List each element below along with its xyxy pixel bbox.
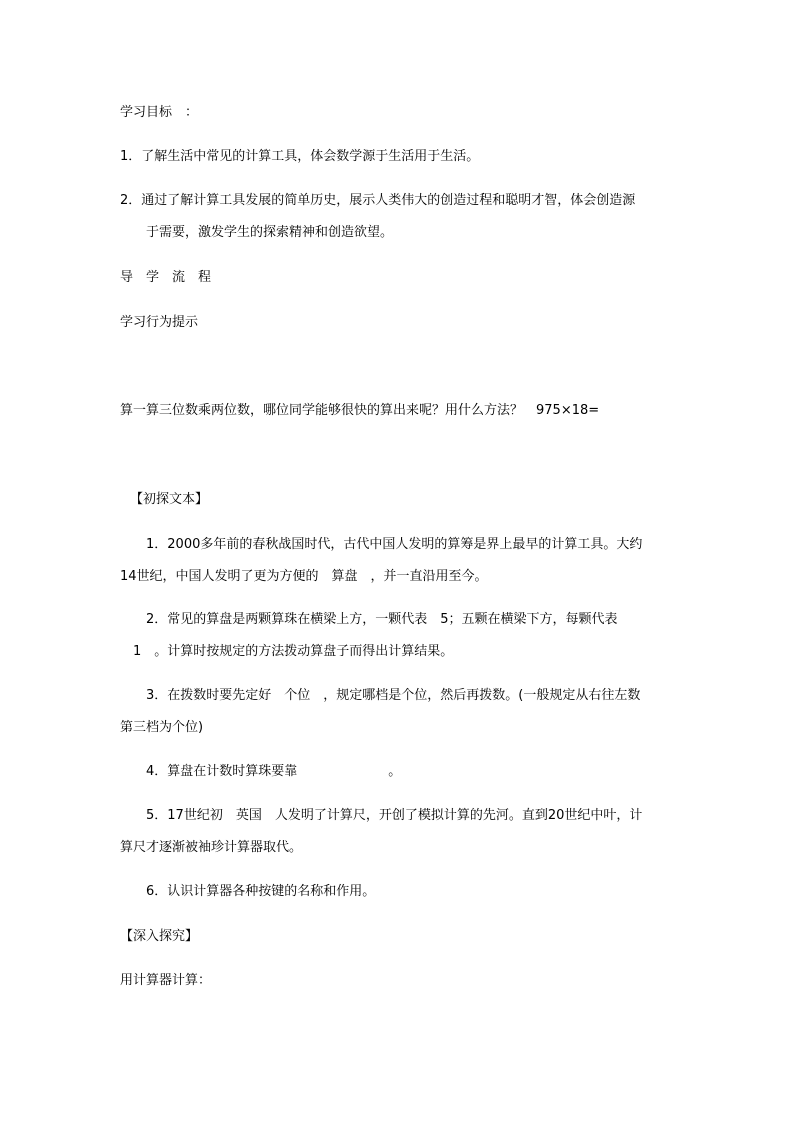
goal-item-1: 1．了解生活中常见的计算工具，体会数学源于生活用于生活。	[120, 149, 480, 164]
explore-paragraph-5-line-1: 5．17世纪初 英国 人发明了计算尺，开创了模拟计算的先河。直到20世纪中叶，计	[146, 808, 643, 823]
explore-paragraph-2-line-1: 2．常见的算盘是两颗算珠在横梁上方，一颗代表 5；五颗在横梁下方，每颗代表	[146, 612, 618, 627]
warmup-question: 算一算三位数乘两位数，哪位同学能够很快的算出来呢？用什么方法？ 975×18=	[120, 403, 600, 418]
goal-item-2-line-2: 于需要，激发学生的探索精神和创造欲望。	[146, 225, 394, 240]
explore-paragraph-4: 4．算盘在计数时算珠要靠 。	[146, 764, 402, 779]
learning-goals-title: 学习目标 ：	[120, 105, 199, 120]
explore-paragraph-2-line-2: 1 。计算时按规定的方法拨动算盘子而得出计算结果。	[133, 644, 454, 659]
deep-section-title: 【深入探究】	[120, 929, 199, 944]
explore-paragraph-5-line-2: 算尺才逐渐被袖珍计算器取代。	[120, 840, 303, 855]
behavior-hint-title: 学习行为提示	[120, 315, 199, 330]
deep-section-subtitle: 用计算器计算：	[120, 973, 212, 988]
explore-paragraph-3-line-1: 3．在拨数时要先定好 个位 ，规定哪档是个位，然后再拨数。(一般规定从右往左数	[146, 688, 641, 703]
explore-section-title: 【初探文本】	[130, 492, 209, 507]
goal-item-2-line-1: 2．通过了解计算工具发展的简单历史，展示人类伟大的创造过程和聪明才智，体会创造源	[120, 193, 636, 208]
explore-paragraph-1-line-2: 14世纪，中国人发明了更为方便的 算盘 ，并一直沿用至今。	[120, 569, 488, 584]
explore-paragraph-6: 6．认识计算器各种按键的名称和作用。	[146, 884, 376, 899]
explore-paragraph-1-line-1: 1．2000多年前的春秋战国时代，古代中国人发明的算筹是界上最早的计算工具。大约	[146, 537, 643, 552]
explore-paragraph-3-line-2: 第三档为个位)	[120, 720, 204, 735]
guide-flow-title: 导 学 流 程	[120, 270, 212, 285]
